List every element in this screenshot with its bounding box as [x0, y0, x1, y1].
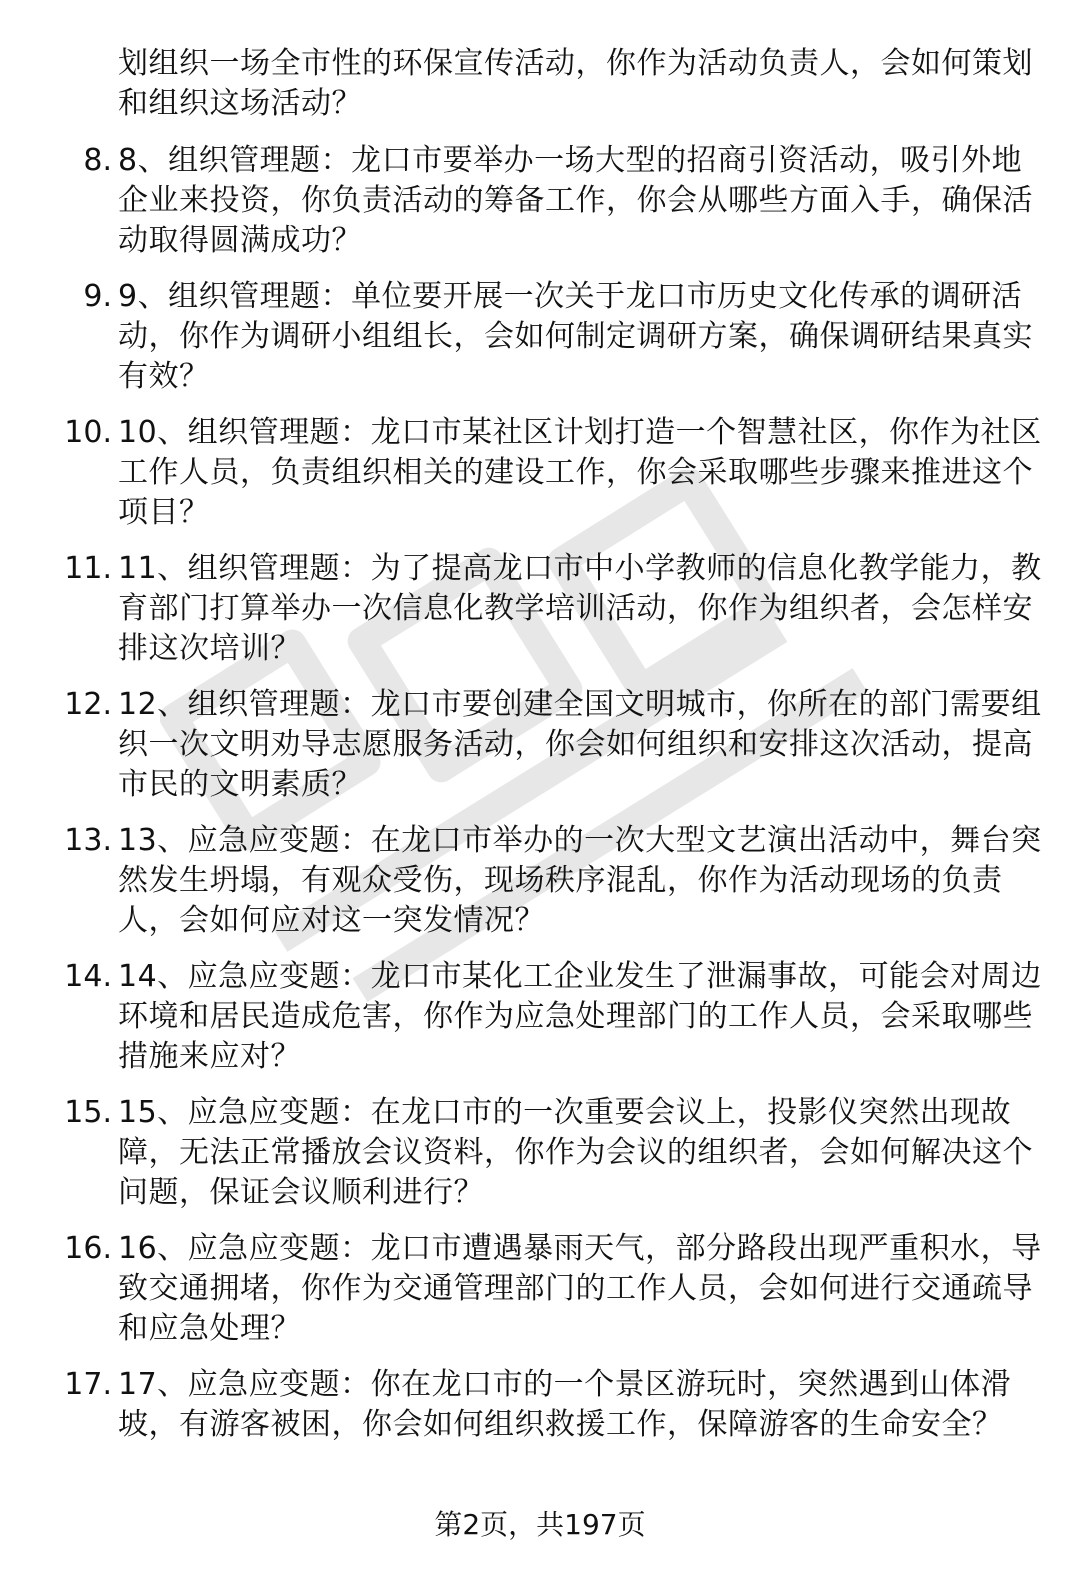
question-number: 15. — [64, 1095, 112, 1130]
list-item — [0, 277, 1080, 413]
question-number: 14. — [64, 959, 112, 994]
list-item — [0, 1365, 1080, 1501]
question-number: 17. — [64, 1367, 112, 1402]
question-text: 12、组织管理题：龙口市要创建全国文明城市，你所在的部门需要组织一次文明劝导志愿服务活动，你会如何组织和安排这次活动，提高市民的文明素质？ — [118, 687, 1042, 802]
question-number: 8. — [83, 143, 112, 178]
question-text: 16、应急应变题：龙口市遭遇暴雨天气，部分路段出现严重积水，导致交通拥堵，你作为交通管理部门的工作人员，会如何进行交通疏导和应急处理？ — [118, 1231, 1042, 1346]
question-number: 12. — [64, 687, 112, 722]
question-text: 17、应急应变题：你在龙口市的一个景区游玩时，突然遇到山体滑坡，有游客被困，你会如何组织救援工作，保障游客的生命安全？ — [118, 1367, 1012, 1442]
question-list — [0, 141, 1080, 1501]
list-item — [0, 1229, 1080, 1365]
list-item — [0, 413, 1080, 549]
question-text: 13、应急应变题：在龙口市举办的一次大型文艺演出活动中，舞台突然发生坍塌，有观众受伤，现场秩序混乱，你作为活动现场的负责人，会如何应对这一突发情况？ — [118, 823, 1042, 938]
question-text: 10、组织管理题：龙口市某社区计划打造一个智慧社区，你作为社区工作人员，负责组织相关的建设工作，你会采取哪些步骤来推进这个项目？ — [118, 415, 1042, 530]
question-text: 8、组织管理题：龙口市要举办一场大型的招商引资活动，吸引外地企业来投资，你负责活动的筹备工作，你会从哪些方面入手，确保活动取得圆满成功？ — [118, 143, 1033, 258]
question-number: 13. — [64, 823, 112, 858]
list-item — [0, 957, 1080, 1093]
question-number: 10. — [64, 415, 112, 450]
question-text: 9、组织管理题：单位要开展一次关于龙口市历史文化传承的调研活动，你作为调研小组组长，会如何制定调研方案，确保调研结果真实有效？ — [118, 279, 1033, 394]
question-number: 9. — [83, 279, 112, 314]
list-item — [0, 1093, 1080, 1229]
question-number: 16. — [64, 1231, 112, 1266]
page-footer: 第2页，共197页 — [434, 1508, 646, 1541]
question-number: 11. — [64, 551, 112, 586]
question-text: 15、应急应变题：在龙口市的一次重要会议上，投影仪突然出现故障，无法正常播放会议资料，你作为会议的组织者，会如何解决这个问题，保证会议顺利进行？ — [118, 1095, 1033, 1210]
question-text: 14、应急应变题：龙口市某化工企业发生了泄漏事故，可能会对周边环境和居民造成危害，你作为应急处理部门的工作人员，会采取哪些措施来应对？ — [118, 959, 1042, 1074]
question-text: 11、组织管理题：为了提高龙口市中小学教师的信息化教学能力，教育部门打算举办一次信息化教学培训活动，你作为组织者，会怎样安排这次培训？ — [118, 551, 1042, 666]
list-item — [0, 821, 1080, 957]
continuation-paragraph: 划组织一场全市性的环保宣传活动，你作为活动负责人，会如何策划和组织这场活动？ — [118, 46, 1033, 121]
list-item — [0, 141, 1080, 277]
list-item — [0, 685, 1080, 821]
list-item — [0, 549, 1080, 685]
